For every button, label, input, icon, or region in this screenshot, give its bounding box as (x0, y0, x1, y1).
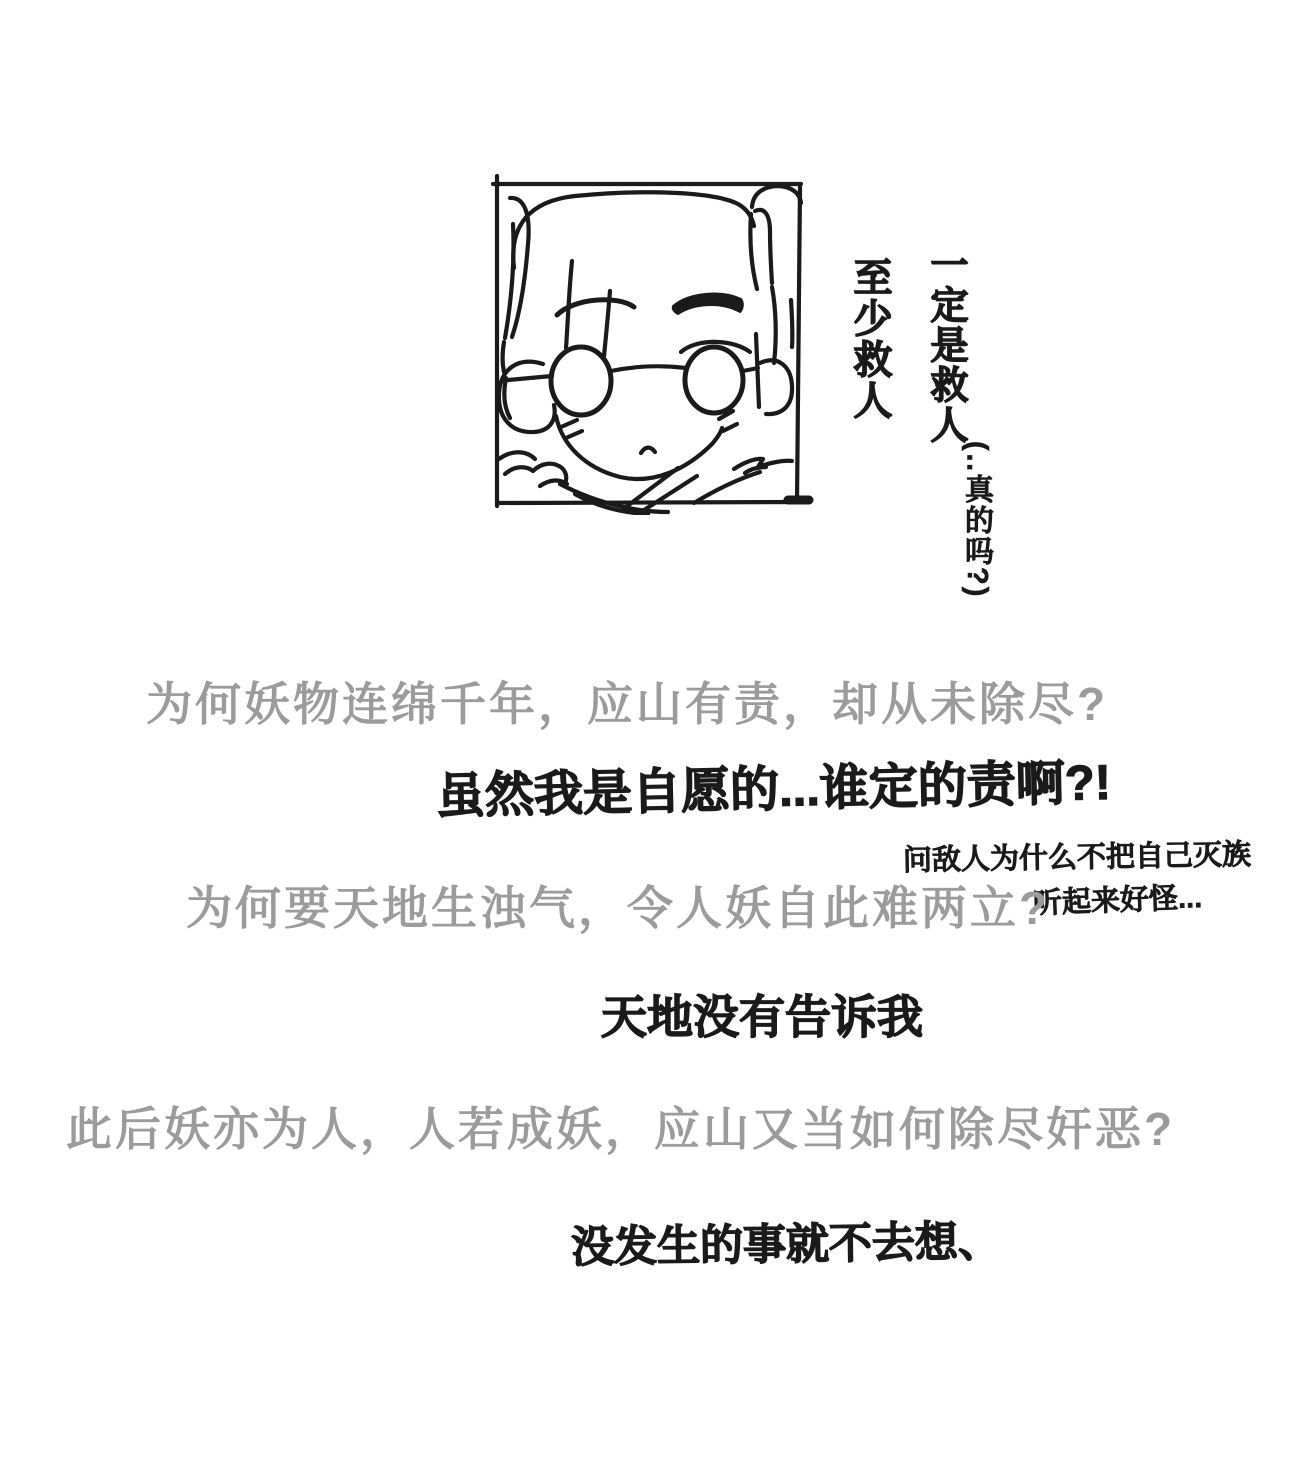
answer-1: 虽然我是自愿的...谁定的责啊?! (435, 755, 1112, 825)
answer-2: 天地没有告诉我 (601, 991, 923, 1043)
question-3: 此后妖亦为人，人若成妖，应山又当如何除尽奸恶? (66, 1103, 1176, 1155)
portrait-frame (493, 176, 809, 506)
answer-3: 没发生的事就不去想、 (570, 1218, 1002, 1272)
question-2: 为何要天地生浊气，令人妖自此难两立? (186, 882, 1051, 934)
margin-note-secondary: 至少救人 (848, 257, 891, 421)
character-hair-icon (499, 186, 801, 486)
margin-note-aside: (‥真的吗?) (961, 441, 993, 599)
answer-1-note-2: 听起来好怪... (1032, 882, 1203, 920)
margin-note-primary: 一定是救人 (924, 245, 966, 445)
character-face-icon (556, 294, 750, 479)
character-glasses-icon (508, 347, 758, 415)
portrait-drawing (478, 163, 823, 515)
question-1: 为何妖物连绵千年，应山有责，却从未除尽? (146, 678, 1109, 730)
answer-1-note-1: 问敌人为什么不把自己灭族 (902, 838, 1252, 878)
